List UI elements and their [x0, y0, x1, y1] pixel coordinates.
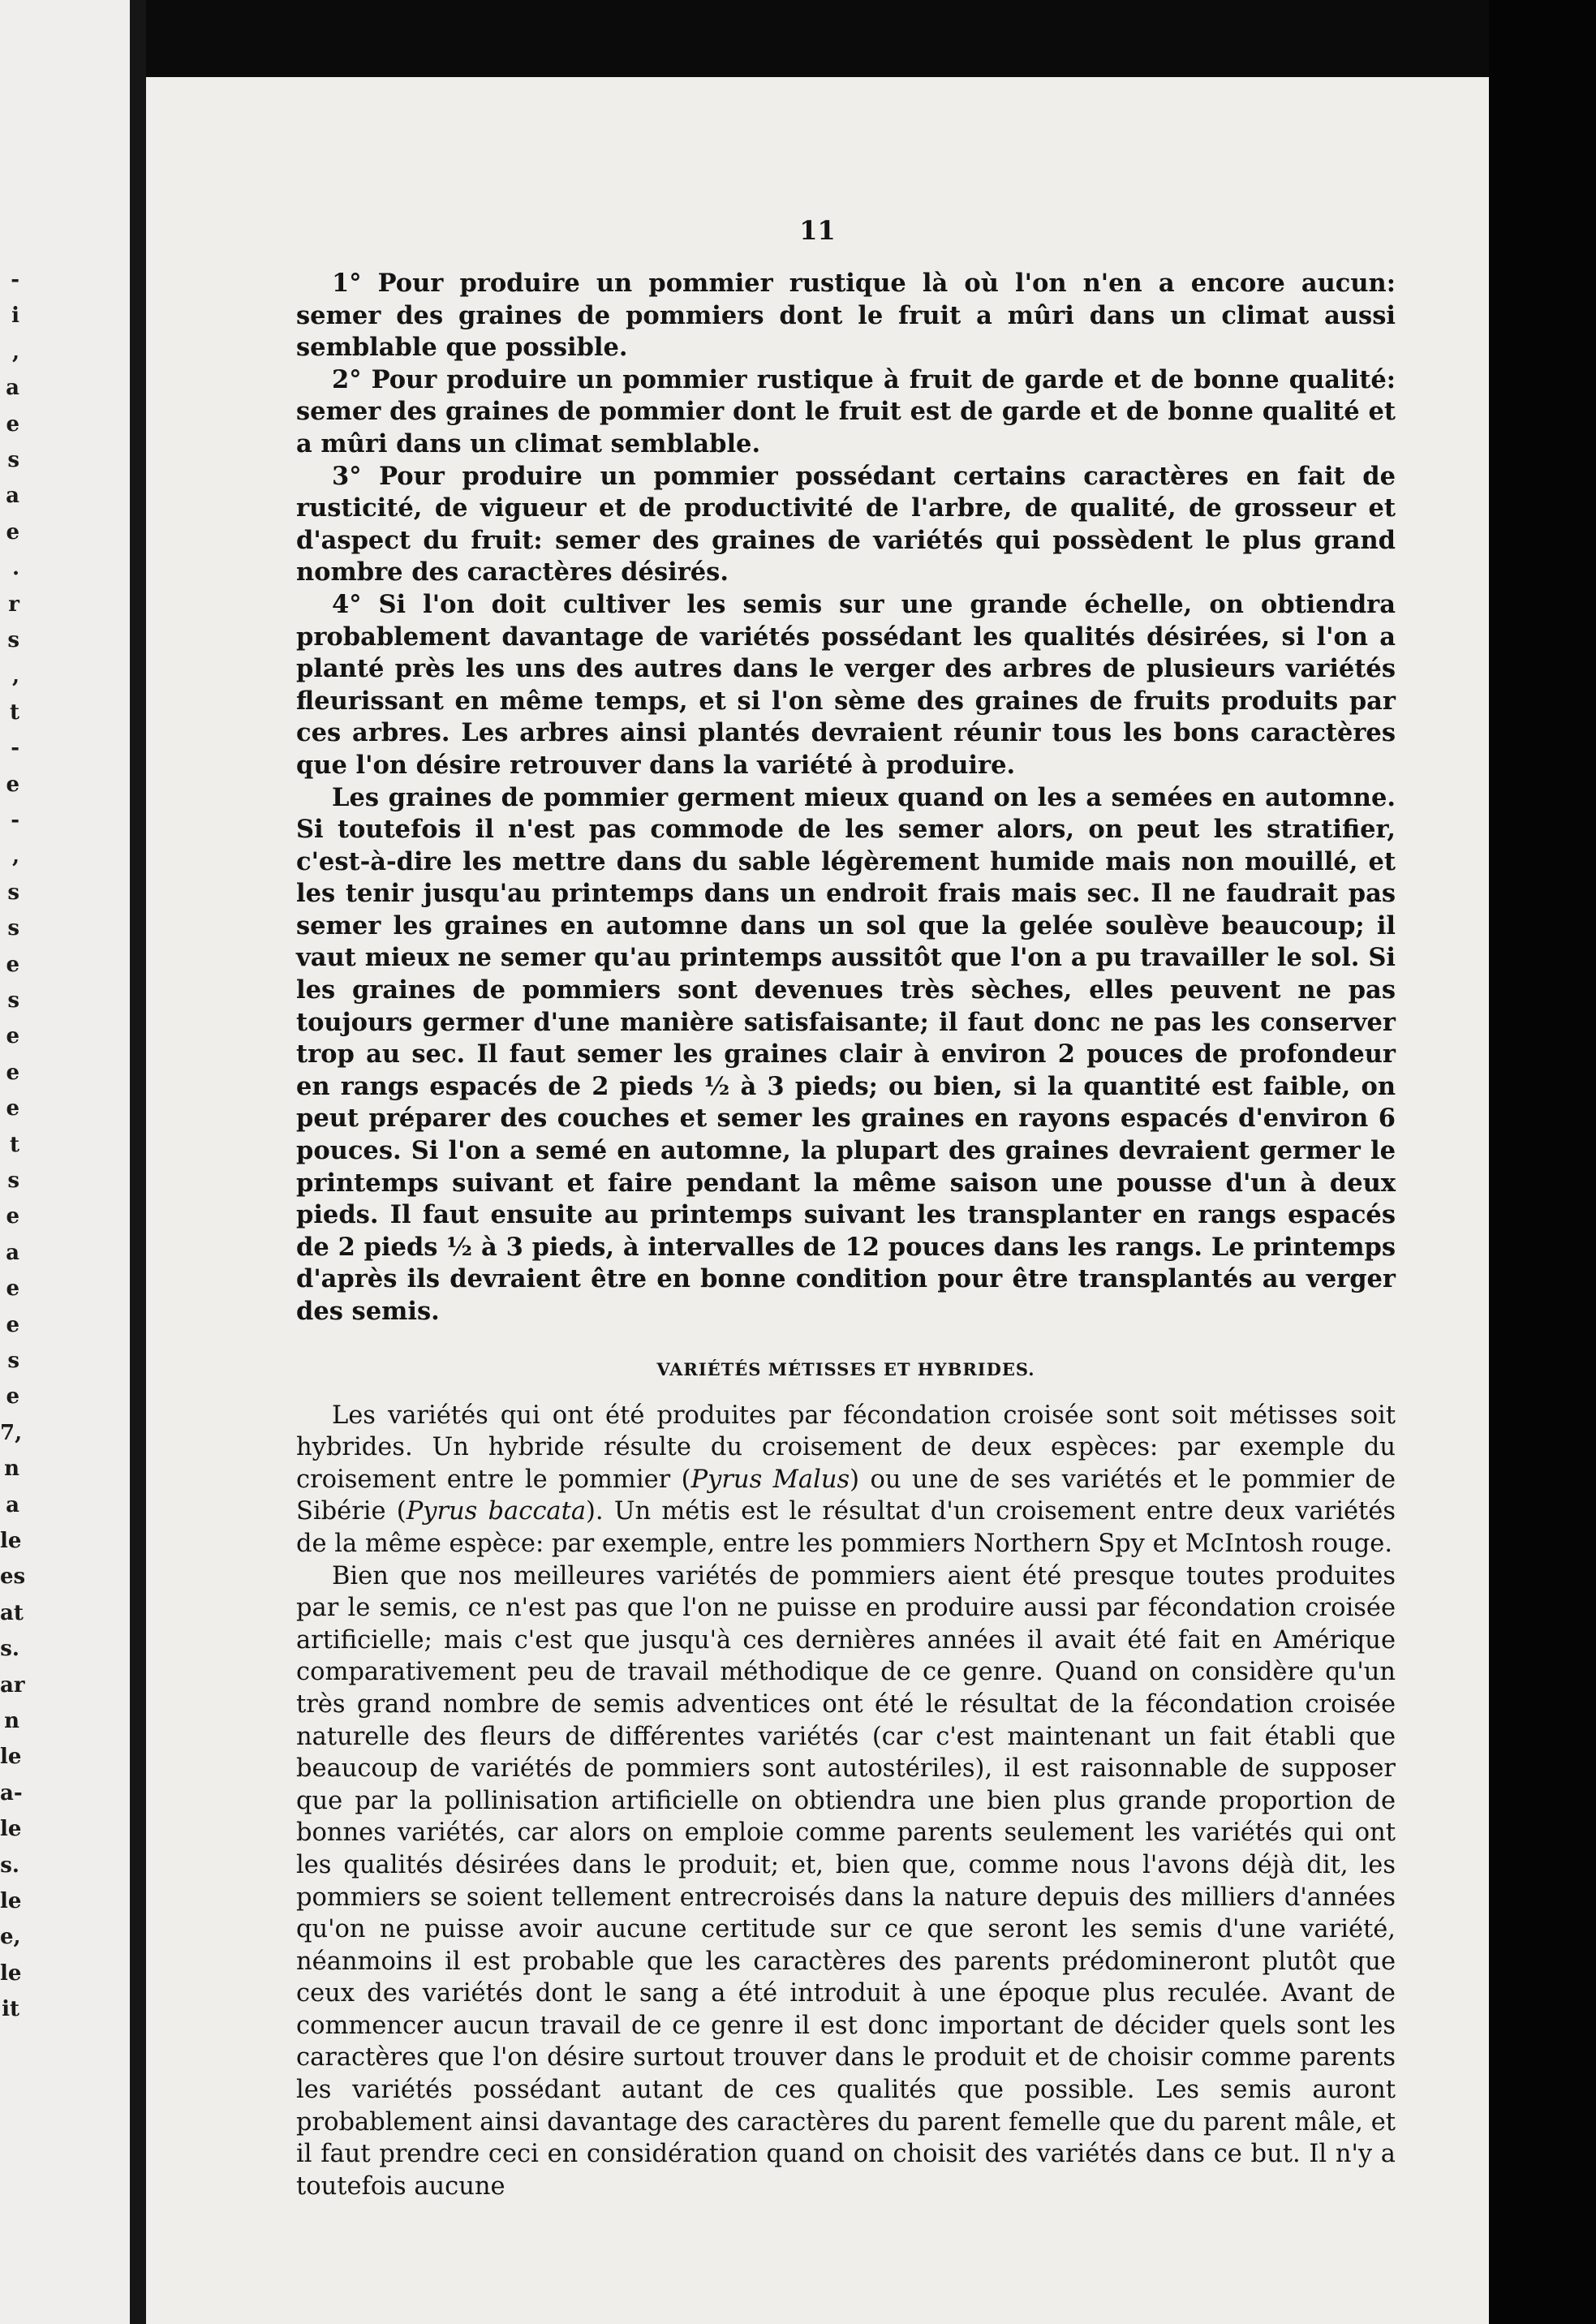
margin-fragment: ,: [11, 339, 19, 364]
species-name: Pyrus baccata: [406, 1497, 587, 1526]
margin-fragment: le: [0, 1745, 22, 1770]
document-page: [146, 77, 1489, 2324]
margin-fragment: s: [7, 448, 19, 472]
paragraph-3: 3° Pour produire un pommier possédant certains caractères en fait de rusticité, de vigueur et de productivité de l'arbre, de qualité, de grosseur et d'aspect du fruit: semer des graines de variétés qui possèdent le plus grand nombre des caractères désirés.: [296, 461, 1396, 587]
margin-fragment: t: [9, 1132, 19, 1157]
margin-fragment: -: [11, 268, 19, 292]
paragraph-7: Bien que nos meilleures variétés de pommiers aient été presque toutes produites par le semis, ce n'est pas que l'on ne puisse en produire aussi par fécondation croisée artificielle; mais c'est que jusqu'à ces dernières années il avait été fait en Amérique comparativement peu de travail méthodique de ce genre. Quand on considère qu'un très grand nombre de semis adventices ont été le résultat de la fécondation croisée naturelle des fleurs de différentes variétés (car c'est maintenant un fait établi que beaucoup de variétés de pommiers sont autostériles), il est raisonnable de supposer que par la pollinisation artificielle on obtiendra une bien plus grande proportion de bonnes variétés, car alors on emploie comme parents seulement les variétés qui ont les qualités désirées dans le produit; et, bien que, comme nous l'avons déjà dit, les pommiers se soient tellement entrecroisés dans la nature depuis des milliers d'années qu'on ne puisse avoir aucune certitude sur ce que seront les semis d'une variété, néanmoins il est probable que les caractères des parents prédomineront plutôt que ceux des variétés dont le sang a été introduit à une époque plus reculée. Avant de commencer aucun travail de ce genre il est donc important de décider quels sont les caractères que l'on désire surtout trouver dans le produit et de choisir comme parents les variétés possédant autant de ces qualités que possible. Les semis auront probablement ainsi davantage des caractères du parent femelle que du parent mâle, et il faut prendre ceci en considération quand on choisit des variétés dans ce but. Il n'y a toutefois aucune: [296, 1561, 1396, 2201]
margin-fragment: le: [0, 1960, 22, 1986]
margin-fragment: i: [11, 303, 19, 329]
margin-fragment: e: [6, 1312, 19, 1337]
margin-fragment: s: [7, 1168, 19, 1193]
margin-fragment: -: [11, 808, 19, 833]
margin-fragment: le: [0, 1817, 22, 1842]
margin-fragment: e: [6, 1096, 19, 1121]
margin-fragment: s.: [0, 1853, 19, 1878]
margin-fragment: s: [7, 916, 19, 941]
section-heading: VARIÉTÉS MÉTISSES ET HYBRIDES.: [656, 1358, 1035, 1379]
paragraph-2: 2° Pour produire un pommier rustique à fruit de garde et de bonne qualité: semer des graines de pommier dont le fruit est de garde et de bonne qualité et a mûri dans un climat semblable.: [296, 364, 1396, 458]
margin-fragment: s.: [0, 1637, 19, 1662]
margin-fragment: r: [8, 592, 19, 617]
margin-fragment: e: [6, 1204, 19, 1229]
margin-fragment: e: [6, 1384, 19, 1409]
margin-fragment: e: [6, 1024, 19, 1049]
adjacent-page-margin: [0, 0, 130, 2324]
margin-fragment: ar: [0, 1672, 25, 1698]
margin-fragment: n: [4, 1709, 19, 1733]
margin-fragment: le: [0, 1889, 22, 1913]
page-body: [296, 268, 1396, 2202]
paragraph-1: 1° Pour produire un pommier rustique là où l'on n'en a encore aucun: semer des graines de pommiers dont le fruit a mûri dans un climat aussi semblable que possible.: [296, 269, 1396, 363]
scan-border: [1489, 0, 1596, 2324]
margin-fragment: at: [0, 1600, 24, 1625]
margin-fragment: s: [7, 988, 19, 1013]
margin-fragment: es: [0, 1564, 26, 1590]
margin-fragment: e: [6, 952, 19, 977]
species-name: Pyrus Malus: [690, 1465, 850, 1494]
margin-fragment: ,: [11, 844, 19, 869]
margin-fragment: e: [6, 519, 19, 544]
margin-fragment: s: [7, 880, 19, 905]
margin-fragment: a: [6, 376, 19, 401]
margin-fragment: e: [6, 1276, 19, 1302]
book-gutter: [130, 0, 146, 2324]
margin-fragment: ,: [11, 664, 19, 689]
margin-fragment: e: [6, 1060, 19, 1085]
margin-fragment: -: [11, 736, 19, 761]
margin-fragment: a: [6, 484, 19, 509]
page-number: 11: [799, 215, 836, 246]
margin-fragment: n: [4, 1457, 19, 1482]
margin-fragment: e: [6, 411, 19, 437]
margin-fragment: a: [6, 1240, 19, 1265]
margin-fragment: s: [7, 628, 19, 652]
margin-fragment: e: [6, 772, 19, 797]
margin-fragment: it: [2, 1997, 19, 2022]
margin-fragment: 7,: [0, 1420, 23, 1445]
margin-fragment: t: [9, 699, 19, 725]
margin-fragment: s: [7, 1349, 19, 1373]
margin-fragment: e,: [0, 1925, 21, 1950]
paragraph-5: Les graines de pommier germent mieux quand on les a semées en automne. Si toutefois il n'est pas commode de les semer alors, on peut les stratifier, c'est-à-dire les mettre dans du sable légèrement humide mais non mouillé, et les tenir jusqu'au printemps dans un endroit frais mais sec. Il ne faudrait pas semer les graines en automne dans un sol que la gelée soulève beaucoup; il vaut mieux ne semer qu'au printemps aussitôt que l'on a pu travailler le sol. Si les graines de pommiers sont devenues très sèches, elles peuvent ne pas toujours germer d'une manière satisfaisante; il faut donc ne pas les conserver trop au sec. Il faut semer les graines clair à environ 2 pouces de profondeur en rangs espacés de 2 pieds ½ à 3 pieds; ou bien, si la quantité est faible, on peut préparer des couches et semer les graines en rayons espacés d'environ 6 pouces. Si l'on a semé en automne, la plupart des graines devraient germer le printemps suivant et faire pendant la même saison une pousse d'un à deux pieds. Il faut ensuite au printemps suivant les transplanter en rangs espacés de 2 pieds ½ à 3 pieds, à intervalles de 12 pouces dans les rangs. Le printemps d'après ils devraient être en bonne condition pour être transplantés au verger des semis.: [296, 782, 1396, 1326]
margin-fragment: .: [11, 556, 19, 581]
margin-fragment: le: [0, 1529, 22, 1553]
margin-fragment: a-: [0, 1780, 23, 1805]
paragraph-4: 4° Si l'on doit cultiver les semis sur une grande échelle, on obtiendra probablement davantage de variétés possédant les qualités désirées, si l'on a planté près les uns des autres dans le verger des arbres de plusieurs variétés fleurissant en même temps, et si l'on sème des graines de fruits produits par ces arbres. Les arbres ainsi plantés devraient réunir tous les bons caractères que l'on désire retrouver dans la variété à produire.: [296, 589, 1396, 780]
margin-fragment: a: [6, 1492, 19, 1517]
paragraph-6: Les variétés qui ont été produites par fécondation croisée sont soit métisses soit hybrides. Un hybride résulte du croisement de deux espèces: par exemple du croisement entre le pommier (Pyrus Malus) ou une de ses variétés et le pommier de Sibérie (Pyrus baccata). Un métis est le résultat d'un croisement entre deux variétés de la même espèce: par exemple, entre les pommiers Northern Spy et McIntosh rouge.: [296, 1401, 1396, 1558]
